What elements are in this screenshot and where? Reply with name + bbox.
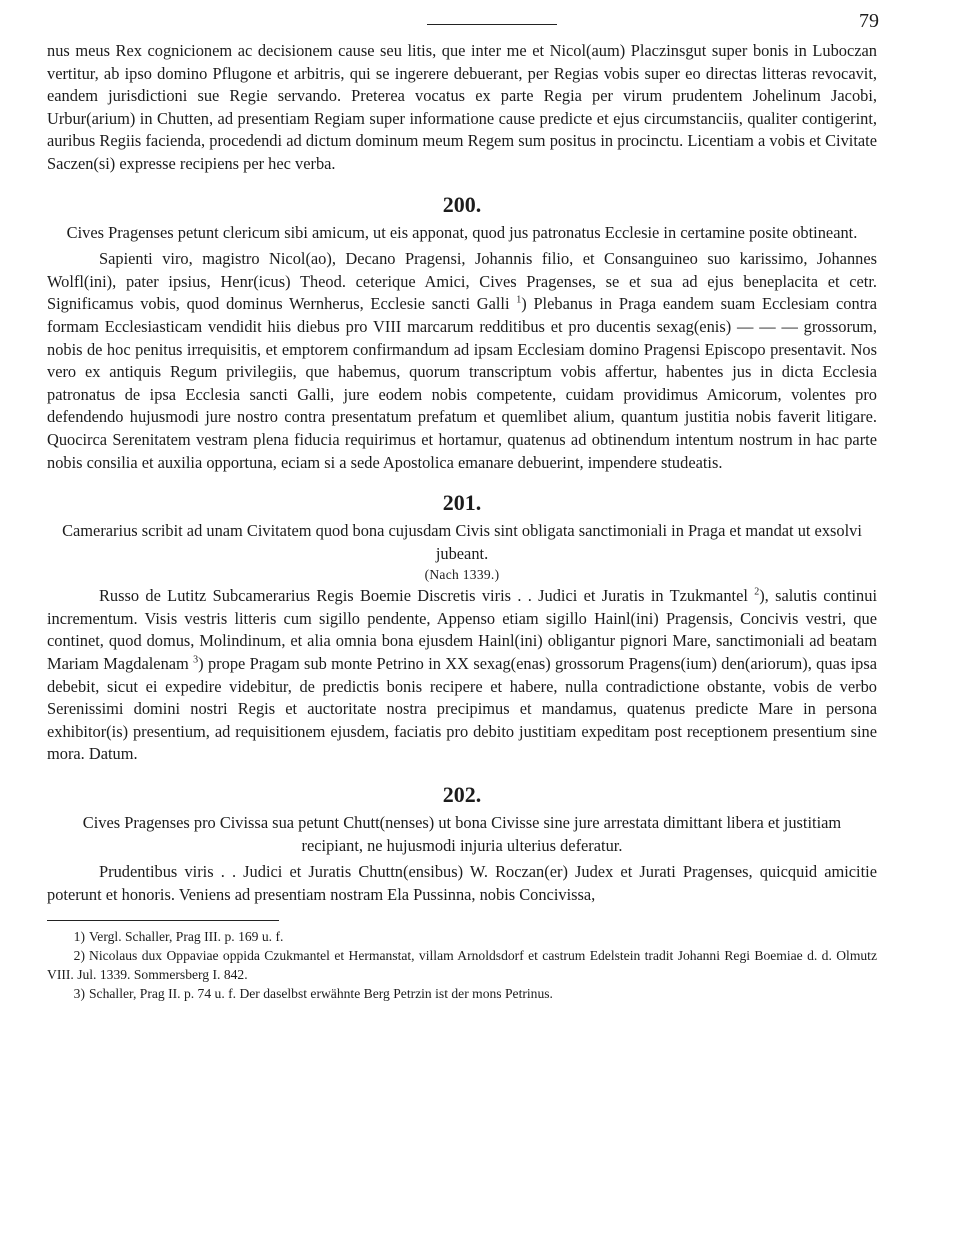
footnote-2 bbox=[47, 946, 877, 984]
document-number-201: 201. bbox=[442, 490, 482, 516]
document-text-202 bbox=[47, 861, 877, 906]
document-rubric-202: Cives Pragenses pro Civissa sua petunt Chutt(nenses) ut bona Civisse sine jure arrestata dimittant libera et justitiam recipiant, ne hujusmodi injuria ulterius deferatur. bbox=[82, 813, 842, 855]
footnote-mark: 2) bbox=[73, 948, 85, 964]
document-date-201: (Nach 1339.) bbox=[424, 567, 500, 583]
document-number-200: 200. bbox=[442, 191, 482, 217]
running-header bbox=[47, 8, 877, 40]
footnote-rule bbox=[47, 920, 279, 921]
text-segment: Prudentibus viris . . Judici et Juratis Chuttn(ensibus) W. Roczan(er) Judex et Jurati Pragenses, quicquid amicitie poterunt et honoris. Veniens ad presentiam nostram Ela Pussinna, nobis Concivissa, bbox=[47, 862, 877, 904]
footnote-3 bbox=[47, 984, 877, 1003]
page-number: 79 bbox=[859, 10, 879, 32]
text-segment: Russo de Lutitz Subcamerarius Regis Boemie Discretis viris . . Judici et Juratis in Tzukmantel bbox=[99, 586, 755, 606]
continuation-paragraph: nus meus Rex cognicionem ac decisionem cause seu litis, que inter me et Nicol(aum) Placzinsgut super bonis in Luboczan vertitur, ab ipso domino Pflugone et arbitris, qui se ingerere debuerant, per Regias vobis super eo directas litteras revocavit, eandem jurisdictioni sue Regie servando. Preterea vocatus ex parte Regia per virum prudentem Johelinum Jacobi, Urbur(arium) in Chutten, ad presentiam Regiam super informatione cause predicte et ejus circumstanciis, qualiter contigerint, auribus Regiis facienda, procedendi ad dictum dominum meum Regem sum positus in procinctu. Licentiam a vobis et Civitate Saczen(si) expresse recipiens per hec verba. bbox=[47, 41, 877, 173]
footnote-ref: 3 bbox=[193, 654, 199, 666]
footnote-ref: 2 bbox=[754, 586, 760, 598]
footnote-text: Schaller, Prag II. p. 74 u. f. Der daselbst erwähnte Berg Petrzin ist der mons Petrinus. bbox=[89, 986, 553, 1002]
text-segment: ) Plebanus in Praga eandem suam Ecclesiam contra formam Ecclesiasticam vendidit hiis diebus pro VIII marcarum redditibus et pro ducentis sexag(enis) — — — grossorum, nobis de hoc penitus irrequisitis, et emptorem confirmandum ad ipsam Ecclesiam domino Pragensi Episcopo presentavit. Nos vero ex antiquis Regum privilegiis, que habemus, quorum transcriptum vobis affertur, habentes jus in dicta Ecclesia patronatus de ipsa Ecclesia sancti Galli, jure eodem nobis competente, cuidam providimus Amicorum, volentes pro defendendo hujusmodi jure nostro contra presentatum prefatum et quemlibet alium, quantum justitia nobis faverit litigare. Quocirca Serenitatem vestram plena fiducia requirimus et hortamur, quatenus ad obtinendum intentum nostrum in hac parte nobis consilia et auxilia opportuna, eciam si a sede Apostolica emanare debuerint, impendere studeatis. bbox=[47, 294, 877, 472]
footnote-text: Vergl. Schaller, Prag III. p. 169 u. f. bbox=[89, 929, 284, 945]
footnote-text: Nicolaus dux Oppaviae oppida Czukmantel et Hermanstat, villam Arnoldsdorf et castrum Edelstein tradit Johanni Regi Boemiae d. d. Olmutz VIII. Jul. 1339. Sommersberg I. 842. bbox=[47, 948, 877, 983]
text-segment: ) prope Pragam sub monte Petrino in XX sexag(enas) grossorum Pragens(ium) den(ariorum), quas ipsa debebit, sicut ei expedire videbitur, de predictis bonis recipere et habere, nulla contradictione obstante, vobis de verbo Serenissimi domini nostri Regis et auctoritate nostra precipimus et mandamus, quatenus predicte Mare in persona exhibitor(is) presentium, ad requisitionem ejusdem, faciatis pro debito justitiam expeditam post receptionem presentium sine mora. Datum. bbox=[47, 654, 877, 764]
footnote-mark: 3) bbox=[73, 986, 85, 1002]
header-rule bbox=[427, 24, 557, 25]
footnote-mark: 1) bbox=[73, 929, 85, 945]
document-rubric-200: Cives Pragenses petunt clericum sibi amicum, ut eis apponat, quod jus patronatus Ecclesie in certamine posite obtineant. bbox=[66, 222, 858, 242]
text-segment: ), salutis continui incrementum. Visis vestris litteris cum sigillo pendente, Appenso etiam sigillo Hainl(ini) Pragensis, Concivis vestri, que continet, quod domus, Molindinum, et alia omnia bona ejusdem Hainl(ini) obligantur pignori Mare, sanctimoniali ad beatam Mariam Magdalenam bbox=[47, 586, 878, 674]
text-segment: Sapienti viro, magistro Nicol(ao), Decano Pragensi, Johannis filio, et Consanguineo suo karissimo, Johannes Wolfl(ini), pater ipsius, Henr(icus) Theod. ceterique Amici, Cives Pragenses, se et sua ad ejus beneplacita et cetr. Significamus vobis, quod dominus Wernherus, Ecclesie sancti Galli bbox=[47, 249, 877, 314]
footnote-1 bbox=[47, 927, 877, 946]
document-page bbox=[47, 8, 877, 1003]
document-text-200 bbox=[47, 248, 877, 474]
document-rubric-201: Camerarius scribit ad unam Civitatem quod bona cujusdam Civis sint obligata sanctimoniali in Praga et mandat ut exsolvi jubeant. bbox=[62, 521, 862, 563]
document-number-202: 202. bbox=[442, 782, 482, 808]
footnote-ref: 1 bbox=[516, 294, 522, 306]
document-text-201 bbox=[47, 585, 877, 766]
